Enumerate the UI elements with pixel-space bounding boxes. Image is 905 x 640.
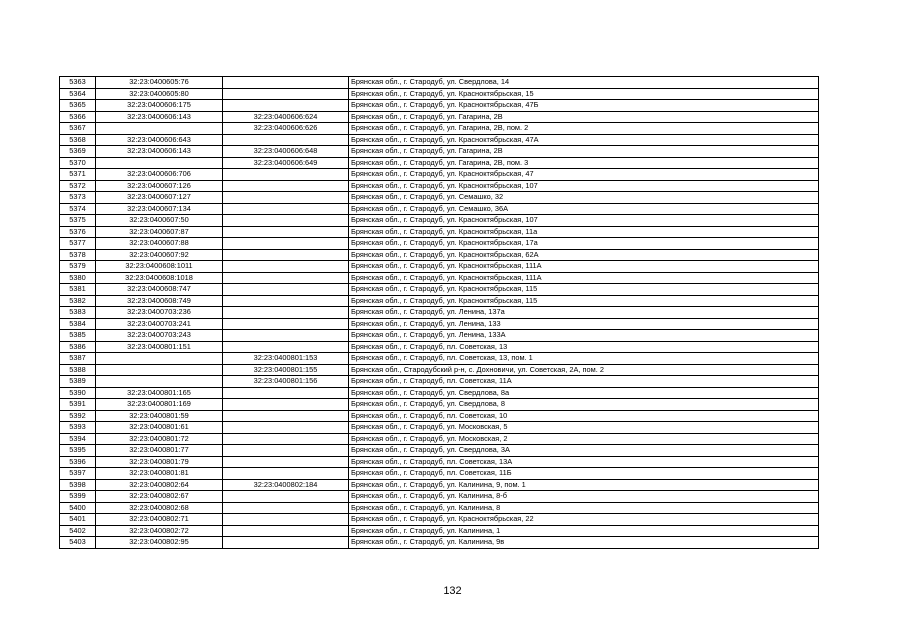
table-row — [60, 525, 819, 537]
row-number-cell: 5385 — [60, 330, 96, 342]
table-row — [60, 77, 819, 89]
premises-number-cell: 32:23:0400801:156 — [223, 376, 349, 388]
address-cell: Брянская обл., г. Стародуб, ул. Калинина, 8 — [349, 502, 819, 514]
row-number-cell: 5373 — [60, 192, 96, 204]
row-number-cell: 5387 — [60, 353, 96, 365]
premises-number-cell — [223, 491, 349, 503]
row-number-cell: 5383 — [60, 307, 96, 319]
premises-number-cell — [223, 330, 349, 342]
row-number-cell: 5391 — [60, 399, 96, 411]
table-row — [60, 514, 819, 526]
table-row — [60, 295, 819, 307]
address-cell: Брянская обл., г. Стародуб, ул. Красноктябрьская, 47А — [349, 134, 819, 146]
address-cell: Брянская обл., г. Стародуб, ул. Ленина, 133А — [349, 330, 819, 342]
cadastral-number-cell — [96, 364, 223, 376]
table-row — [60, 307, 819, 319]
address-cell: Брянская обл., г. Стародуб, ул. Калинина, 8-б — [349, 491, 819, 503]
row-number-cell: 5366 — [60, 111, 96, 123]
cadastral-number-cell: 32:23:0400703:241 — [96, 318, 223, 330]
row-number-cell: 5379 — [60, 261, 96, 273]
cadastral-number-cell: 32:23:0400605:80 — [96, 88, 223, 100]
row-number-cell: 5377 — [60, 238, 96, 250]
cadastral-number-cell: 32:23:0400801:79 — [96, 456, 223, 468]
address-cell: Брянская обл., г. Стародуб, ул. Красноктябрьская, 111А — [349, 272, 819, 284]
premises-number-cell — [223, 192, 349, 204]
row-number-cell: 5365 — [60, 100, 96, 112]
table-row — [60, 123, 819, 135]
premises-number-cell — [223, 77, 349, 89]
cadastral-number-cell: 32:23:0400802:95 — [96, 537, 223, 549]
premises-number-cell — [223, 88, 349, 100]
address-cell: Брянская обл., г. Стародуб, ул. Красноктябрьская, 17а — [349, 238, 819, 250]
table-row — [60, 353, 819, 365]
row-number-cell: 5392 — [60, 410, 96, 422]
cadastral-number-cell: 32:23:0400801:77 — [96, 445, 223, 457]
row-number-cell: 5403 — [60, 537, 96, 549]
address-cell: Брянская обл., г. Стародуб, ул. Красноктябрьская, 111А — [349, 261, 819, 273]
cadastral-number-cell — [96, 376, 223, 388]
address-cell: Брянская обл., Стародубский р-н, с. Дохновичи, ул. Советская, 2А, пом. 2 — [349, 364, 819, 376]
row-number-cell: 5402 — [60, 525, 96, 537]
address-cell: Брянская обл., г. Стародуб, ул. Гагарина, 2В — [349, 111, 819, 123]
address-cell: Брянская обл., г. Стародуб, ул. Семашко, 32 — [349, 192, 819, 204]
address-cell: Брянская обл., г. Стародуб, ул. Свердлова, 8а — [349, 387, 819, 399]
cadastral-number-cell: 32:23:0400608:747 — [96, 284, 223, 296]
table-row — [60, 318, 819, 330]
address-cell: Брянская обл., г. Стародуб, ул. Красноктябрьская, 115 — [349, 284, 819, 296]
address-cell: Брянская обл., г. Стародуб, ул. Красноктябрьская, 62А — [349, 249, 819, 261]
premises-number-cell — [223, 226, 349, 238]
row-number-cell: 5397 — [60, 468, 96, 480]
premises-number-cell — [223, 341, 349, 353]
table-row — [60, 146, 819, 158]
row-number-cell: 5378 — [60, 249, 96, 261]
premises-number-cell — [223, 514, 349, 526]
address-cell: Брянская обл., г. Стародуб, ул. Калинина, 9в — [349, 537, 819, 549]
table-row — [60, 364, 819, 376]
row-number-cell: 5394 — [60, 433, 96, 445]
table-row — [60, 169, 819, 181]
address-cell: Брянская обл., г. Стародуб, пл. Советская, 11Б — [349, 468, 819, 480]
address-cell: Брянская обл., г. Стародуб, ул. Ленина, 133 — [349, 318, 819, 330]
cadastral-number-cell: 32:23:0400801:169 — [96, 399, 223, 411]
row-number-cell: 5399 — [60, 491, 96, 503]
row-number-cell: 5364 — [60, 88, 96, 100]
address-cell: Брянская обл., г. Стародуб, ул. Красноктябрьская, 11а — [349, 226, 819, 238]
premises-number-cell — [223, 272, 349, 284]
row-number-cell: 5398 — [60, 479, 96, 491]
address-cell: Брянская обл., г. Стародуб, ул. Свердлова, 3А — [349, 445, 819, 457]
address-cell: Брянская обл., г. Стародуб, ул. Семашко, 36А — [349, 203, 819, 215]
cadastral-number-cell: 32:23:0400703:236 — [96, 307, 223, 319]
row-number-cell: 5400 — [60, 502, 96, 514]
premises-number-cell: 32:23:0400801:153 — [223, 353, 349, 365]
premises-number-cell: 32:23:0400606:624 — [223, 111, 349, 123]
premises-number-cell — [223, 399, 349, 411]
row-number-cell: 5380 — [60, 272, 96, 284]
table-row — [60, 100, 819, 112]
address-cell: Брянская обл., г. Стародуб, пл. Советская, 13А — [349, 456, 819, 468]
table-row — [60, 226, 819, 238]
premises-number-cell — [223, 215, 349, 227]
address-cell: Брянская обл., г. Стародуб, ул. Красноктябрьская, 47Б — [349, 100, 819, 112]
cadastral-number-cell: 32:23:0400606:143 — [96, 146, 223, 158]
table-row — [60, 387, 819, 399]
cadastral-number-cell: 32:23:0400703:243 — [96, 330, 223, 342]
address-cell: Брянская обл., г. Стародуб, ул. Красноктябрьская, 107 — [349, 180, 819, 192]
address-cell: Брянская обл., г. Стародуб, ул. Гагарина, 2В, пом. 2 — [349, 123, 819, 135]
cadastral-number-cell: 32:23:0400801:165 — [96, 387, 223, 399]
premises-number-cell — [223, 169, 349, 181]
cadastral-number-cell: 32:23:0400802:67 — [96, 491, 223, 503]
table-row — [60, 410, 819, 422]
premises-number-cell — [223, 445, 349, 457]
table-row — [60, 180, 819, 192]
premises-number-cell — [223, 203, 349, 215]
row-number-cell: 5370 — [60, 157, 96, 169]
cadastral-number-cell — [96, 123, 223, 135]
address-cell: Брянская обл., г. Стародуб, ул. Московская, 5 — [349, 422, 819, 434]
table-row — [60, 479, 819, 491]
row-number-cell: 5368 — [60, 134, 96, 146]
cadastral-number-cell: 32:23:0400801:72 — [96, 433, 223, 445]
premises-number-cell — [223, 180, 349, 192]
address-cell: Брянская обл., г. Стародуб, ул. Красноктябрьская, 15 — [349, 88, 819, 100]
table-row — [60, 330, 819, 342]
premises-number-cell — [223, 295, 349, 307]
premises-number-cell — [223, 387, 349, 399]
table-row — [60, 272, 819, 284]
address-cell: Брянская обл., г. Стародуб, ул. Красноктябрьская, 22 — [349, 514, 819, 526]
row-number-cell: 5375 — [60, 215, 96, 227]
cadastral-number-cell: 32:23:0400606:706 — [96, 169, 223, 181]
premises-number-cell — [223, 261, 349, 273]
address-cell: Брянская обл., г. Стародуб, ул. Калинина, 1 — [349, 525, 819, 537]
row-number-cell: 5390 — [60, 387, 96, 399]
table-row — [60, 422, 819, 434]
address-cell: Брянская обл., г. Стародуб, ул. Красноктябрьская, 115 — [349, 295, 819, 307]
address-cell: Брянская обл., г. Стародуб, ул. Ленина, 137а — [349, 307, 819, 319]
table-row — [60, 399, 819, 411]
cadastral-number-cell: 32:23:0400802:71 — [96, 514, 223, 526]
address-cell: Брянская обл., г. Стародуб, пл. Советская, 13 — [349, 341, 819, 353]
premises-number-cell — [223, 456, 349, 468]
row-number-cell: 5401 — [60, 514, 96, 526]
premises-number-cell — [223, 502, 349, 514]
table-row — [60, 445, 819, 457]
cadastral-number-cell — [96, 353, 223, 365]
table-row — [60, 433, 819, 445]
cadastral-number-cell: 32:23:0400802:68 — [96, 502, 223, 514]
table-row — [60, 157, 819, 169]
address-cell: Брянская обл., г. Стародуб, пл. Советская, 10 — [349, 410, 819, 422]
table-row — [60, 491, 819, 503]
cadastral-number-cell: 32:23:0400607:134 — [96, 203, 223, 215]
row-number-cell: 5395 — [60, 445, 96, 457]
row-number-cell: 5393 — [60, 422, 96, 434]
cadastral-number-cell: 32:23:0400801:59 — [96, 410, 223, 422]
premises-number-cell — [223, 410, 349, 422]
premises-number-cell — [223, 249, 349, 261]
premises-number-cell — [223, 537, 349, 549]
table-body — [60, 77, 819, 549]
cadastral-number-cell: 32:23:0400606:175 — [96, 100, 223, 112]
row-number-cell: 5374 — [60, 203, 96, 215]
cadastral-number-cell: 32:23:0400608:749 — [96, 295, 223, 307]
address-cell: Брянская обл., г. Стародуб, пл. Советская, 13, пом. 1 — [349, 353, 819, 365]
cadastral-number-cell: 32:23:0400802:72 — [96, 525, 223, 537]
address-cell: Брянская обл., г. Стародуб, пл. Советская, 11А — [349, 376, 819, 388]
premises-number-cell: 32:23:0400606:648 — [223, 146, 349, 158]
address-cell: Брянская обл., г. Стародуб, ул. Красноктябрьская, 47 — [349, 169, 819, 181]
row-number-cell: 5372 — [60, 180, 96, 192]
row-number-cell: 5388 — [60, 364, 96, 376]
table-row — [60, 215, 819, 227]
premises-number-cell — [223, 284, 349, 296]
premises-number-cell: 32:23:0400802:184 — [223, 479, 349, 491]
cadastral-number-cell: 32:23:0400606:143 — [96, 111, 223, 123]
address-cell: Брянская обл., г. Стародуб, ул. Свердлова, 8 — [349, 399, 819, 411]
address-cell: Брянская обл., г. Стародуб, ул. Гагарина, 2В, пом. 3 — [349, 157, 819, 169]
row-number-cell: 5369 — [60, 146, 96, 158]
table-row — [60, 111, 819, 123]
row-number-cell: 5386 — [60, 341, 96, 353]
table-row — [60, 249, 819, 261]
cadastral-number-cell: 32:23:0400605:76 — [96, 77, 223, 89]
table-row — [60, 88, 819, 100]
cadastral-number-cell: 32:23:0400608:1011 — [96, 261, 223, 273]
cadastral-number-cell: 32:23:0400608:1018 — [96, 272, 223, 284]
cadastral-number-cell: 32:23:0400801:151 — [96, 341, 223, 353]
page-number: 132 — [443, 585, 462, 597]
premises-number-cell — [223, 134, 349, 146]
cadastral-number-cell: 32:23:0400607:126 — [96, 180, 223, 192]
address-cell: Брянская обл., г. Стародуб, ул. Калинина, 9, пом. 1 — [349, 479, 819, 491]
table-row — [60, 238, 819, 250]
premises-number-cell: 32:23:0400606:626 — [223, 123, 349, 135]
premises-number-cell — [223, 307, 349, 319]
premises-number-cell: 32:23:0400801:155 — [223, 364, 349, 376]
cadastral-number-cell: 32:23:0400607:88 — [96, 238, 223, 250]
table-row — [60, 468, 819, 480]
premises-number-cell — [223, 318, 349, 330]
row-number-cell: 5376 — [60, 226, 96, 238]
row-number-cell: 5367 — [60, 123, 96, 135]
table-row — [60, 537, 819, 549]
table-row — [60, 134, 819, 146]
premises-number-cell — [223, 422, 349, 434]
cadastral-number-cell: 32:23:0400801:61 — [96, 422, 223, 434]
row-number-cell: 5389 — [60, 376, 96, 388]
premises-number-cell — [223, 100, 349, 112]
cadastral-number-cell: 32:23:0400607:87 — [96, 226, 223, 238]
cadastral-number-cell: 32:23:0400801:81 — [96, 468, 223, 480]
cadastral-number-cell: 32:23:0400607:127 — [96, 192, 223, 204]
table-row — [60, 203, 819, 215]
table-row — [60, 502, 819, 514]
table-row — [60, 284, 819, 296]
premises-number-cell — [223, 468, 349, 480]
address-cell: Брянская обл., г. Стародуб, ул. Московская, 2 — [349, 433, 819, 445]
table-row — [60, 376, 819, 388]
address-cell: Брянская обл., г. Стародуб, ул. Свердлова, 14 — [349, 77, 819, 89]
cadastral-number-cell: 32:23:0400607:92 — [96, 249, 223, 261]
row-number-cell: 5384 — [60, 318, 96, 330]
table-row — [60, 261, 819, 273]
cadastral-number-cell: 32:23:0400802:64 — [96, 479, 223, 491]
row-number-cell: 5396 — [60, 456, 96, 468]
address-cell: Брянская обл., г. Стародуб, ул. Гагарина, 2В — [349, 146, 819, 158]
table-row — [60, 456, 819, 468]
table-row — [60, 192, 819, 204]
row-number-cell: 5363 — [60, 77, 96, 89]
cadastral-number-cell — [96, 157, 223, 169]
premises-number-cell — [223, 525, 349, 537]
row-number-cell: 5382 — [60, 295, 96, 307]
premises-number-cell — [223, 433, 349, 445]
cadastral-number-cell: 32:23:0400606:643 — [96, 134, 223, 146]
property-table — [59, 76, 819, 549]
address-cell: Брянская обл., г. Стародуб, ул. Красноктябрьская, 107 — [349, 215, 819, 227]
premises-number-cell — [223, 238, 349, 250]
table-row — [60, 341, 819, 353]
premises-number-cell: 32:23:0400606:649 — [223, 157, 349, 169]
row-number-cell: 5381 — [60, 284, 96, 296]
row-number-cell: 5371 — [60, 169, 96, 181]
cadastral-number-cell: 32:23:0400607:50 — [96, 215, 223, 227]
